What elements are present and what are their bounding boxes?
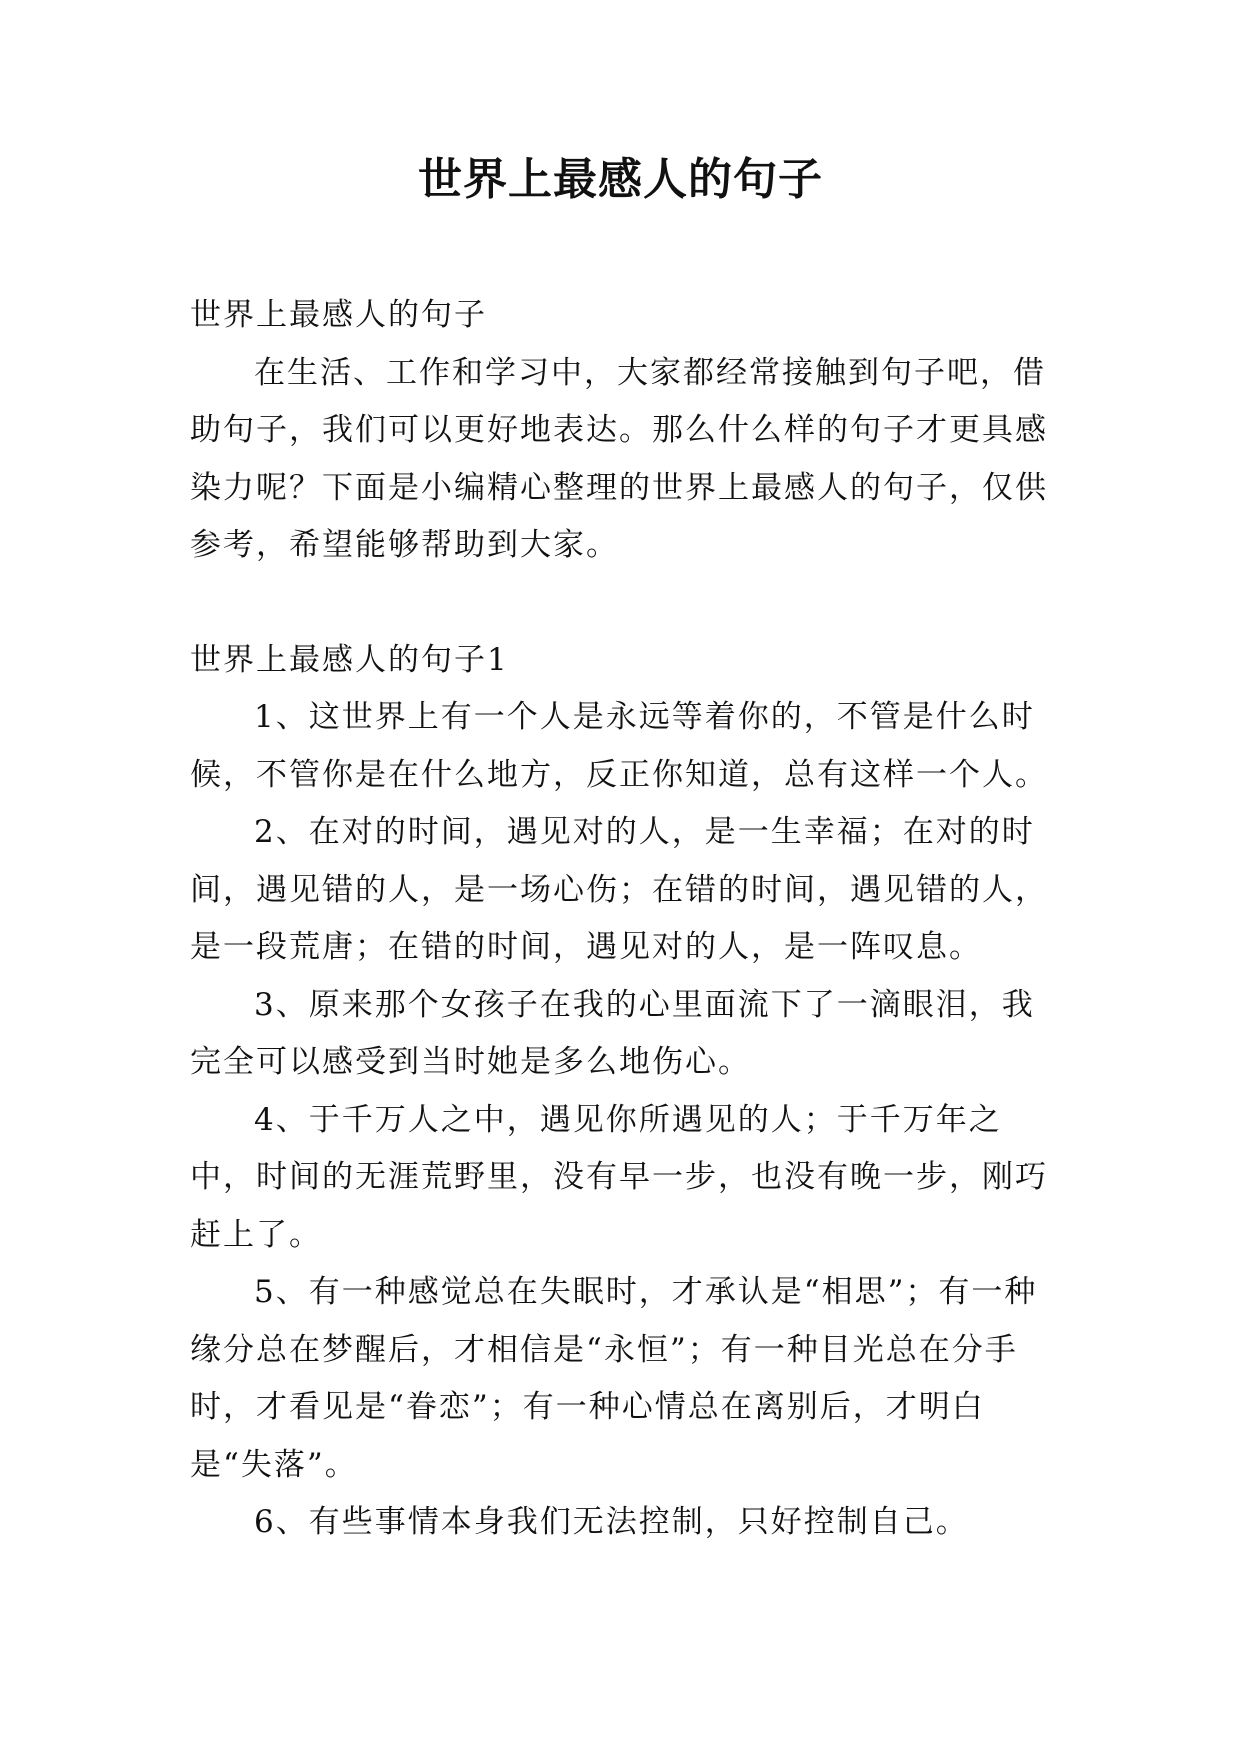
sentence-item-5: 5、有一种感觉总在失眠时，才承认是“相思”；有一种缘分总在梦醒后，才相信是“永恒”；有一种目光总在分手时，才看见是“眷恋”；有一种心情总在离别后，才明白是“失落”。 — [190, 1274, 1038, 1483]
sentence-item-1: 1、这世界上有一个人是永远等着你的，不管是什么时候，不管你是在什么地方，反正你知道，总有这样一个人。 — [190, 699, 1048, 793]
intro-paragraph: 在生活、工作和学习中，大家都经常接触到句子吧，借助句子，我们可以更好地表达。那么什么样的句子才更具感染力呢？下面是小编精心整理的世界上最感人的句子，仅供参考，希望能够帮助到大家。 — [190, 354, 1048, 563]
sentence-item-6: 6、有些事情本身我们无法控制，只好控制自己。 — [254, 1504, 969, 1540]
section-heading: 世界上最感人的句子1 — [190, 641, 509, 678]
paragraph-gap — [190, 575, 1050, 632]
document-title: 世界上最感人的句子 — [418, 154, 823, 205]
subtitle: 世界上最感人的句子 — [190, 297, 487, 333]
sentence-item-3: 3、原来那个女孩子在我的心里面流下了一滴眼泪，我完全可以感受到当时她是多么地伤心。 — [190, 986, 1035, 1080]
sentence-item-2: 2、在对的时间，遇见对的人，是一生幸福；在对的时间，遇见错的人，是一场心伤；在错的时间，遇见错的人，是一段荒唐；在错的时间，遇见对的人，是一阵叹息。 — [190, 814, 1048, 965]
sentence-item-4: 4、于千万人之中，遇见你所遇见的人；于千万年之中，时间的无涯荒野里，没有早一步，也没有晚一步，刚巧赶上了。 — [190, 1101, 1048, 1253]
document-body — [190, 287, 1050, 1552]
